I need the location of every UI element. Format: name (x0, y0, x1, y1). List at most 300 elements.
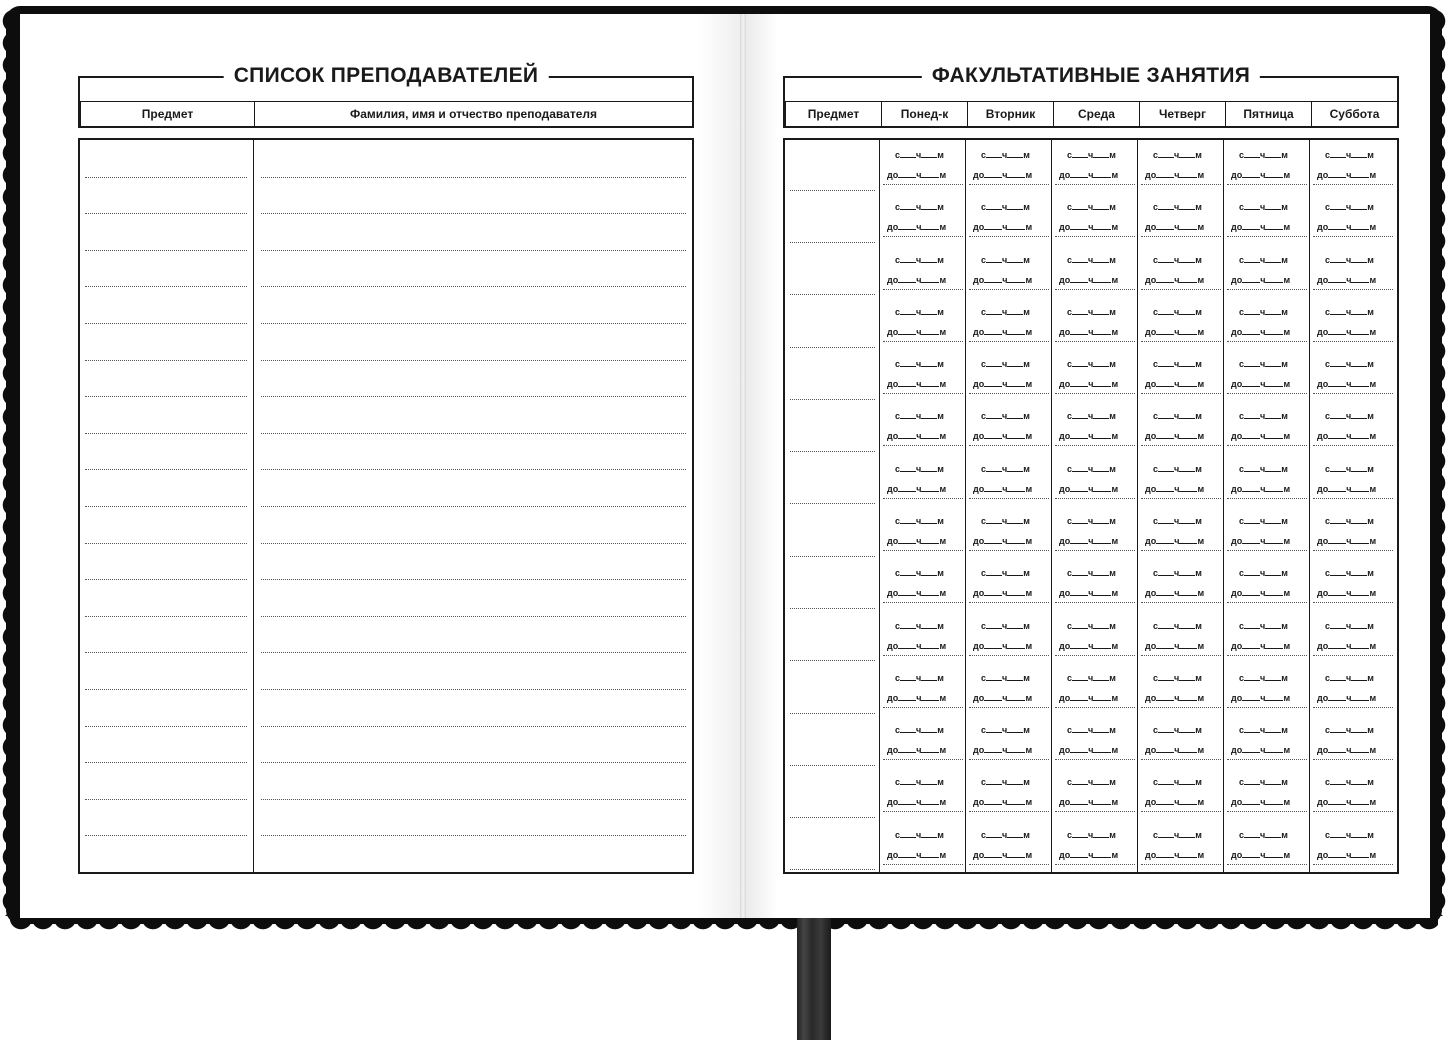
time-slot-underline (883, 184, 963, 185)
time-slot-underline (1141, 811, 1221, 812)
time-slot-to[interactable]: до ч м (1059, 850, 1119, 860)
time-slot-from[interactable]: с ч м (1325, 568, 1374, 578)
time-slot-underline (1141, 759, 1221, 760)
time-slot-to[interactable]: до ч м (973, 745, 1033, 755)
day-column-divider (1051, 140, 1052, 872)
time-slot-underline (969, 236, 1049, 237)
time-slot-to[interactable]: до ч м (887, 850, 947, 860)
column-header-subject: Предмет (785, 102, 881, 126)
time-slot-underline (1227, 550, 1307, 551)
time-slot-to[interactable]: до ч м (1231, 222, 1291, 232)
time-slot-to[interactable]: до ч м (1059, 170, 1119, 180)
time-slot-from[interactable]: с ч м (981, 255, 1030, 265)
time-slot-underline (1141, 341, 1221, 342)
column-header-day: Вторник (967, 102, 1053, 126)
subject-entry-line[interactable] (85, 323, 247, 324)
time-slot-from[interactable]: с ч м (1067, 725, 1116, 735)
time-slot-to[interactable]: до ч м (1317, 536, 1377, 546)
subject-entry-line[interactable] (790, 660, 875, 661)
time-slot-from[interactable]: с ч м (981, 464, 1030, 474)
time-slot-from[interactable]: с ч м (895, 307, 944, 317)
time-slot-from[interactable]: с ч м (1067, 777, 1116, 787)
time-slot-to[interactable]: до ч м (973, 797, 1033, 807)
time-slot-underline (883, 550, 963, 551)
time-slot-to[interactable]: до ч м (1231, 850, 1291, 860)
time-slot-underline (969, 393, 1049, 394)
teacher-name-entry-line[interactable] (261, 616, 686, 617)
time-slot-from[interactable]: с ч м (1067, 830, 1116, 840)
time-slot-to[interactable]: до ч м (973, 536, 1033, 546)
time-slot-underline (969, 707, 1049, 708)
time-slot-from[interactable]: с ч м (1239, 359, 1288, 369)
teacher-name-entry-line[interactable] (261, 543, 686, 544)
time-slot-from[interactable]: с ч м (895, 202, 944, 212)
time-slot-from[interactable]: с ч м (981, 411, 1030, 421)
time-slot-underline (1141, 184, 1221, 185)
time-slot-underline (1227, 289, 1307, 290)
electives-schedule-table[interactable] (783, 138, 1399, 874)
time-slot-to[interactable]: до ч м (1059, 588, 1119, 598)
time-slot-to[interactable]: до ч м (887, 275, 947, 285)
subject-entry-line[interactable] (790, 242, 875, 243)
time-slot-to[interactable]: до ч м (973, 275, 1033, 285)
time-slot-to[interactable]: до ч м (973, 327, 1033, 337)
time-slot-from[interactable]: с ч м (895, 673, 944, 683)
time-slot-to[interactable]: до ч м (1145, 641, 1205, 651)
time-slot-from[interactable]: с ч м (1325, 150, 1374, 160)
teacher-name-entry-line[interactable] (261, 652, 686, 653)
time-slot-underline (1141, 445, 1221, 446)
time-slot-from[interactable]: с ч м (1153, 777, 1202, 787)
time-slot-from[interactable]: с ч м (1067, 307, 1116, 317)
time-slot-to[interactable]: до ч м (887, 431, 947, 441)
teacher-name-entry-line[interactable] (261, 799, 686, 800)
time-slot-to[interactable]: до ч м (1317, 484, 1377, 494)
teacher-name-entry-line[interactable] (261, 689, 686, 690)
teacher-name-entry-line[interactable] (261, 286, 686, 287)
time-slot-underline (1055, 184, 1135, 185)
teacher-list-table[interactable] (78, 138, 694, 874)
time-slot-from[interactable]: с ч м (981, 777, 1030, 787)
subject-entry-line[interactable] (790, 765, 875, 766)
time-slot-underline (883, 811, 963, 812)
time-slot-from[interactable]: с ч м (1239, 464, 1288, 474)
teacher-name-entry-line[interactable] (261, 726, 686, 727)
time-slot-from[interactable]: с ч м (1325, 255, 1374, 265)
time-slot-from[interactable]: с ч м (1239, 725, 1288, 735)
time-slot-from[interactable]: с ч м (1239, 673, 1288, 683)
teacher-name-entry-line[interactable] (261, 469, 686, 470)
time-slot-underline (1227, 811, 1307, 812)
time-slot-to[interactable]: до ч м (1145, 745, 1205, 755)
time-slot-from[interactable]: с ч м (1153, 150, 1202, 160)
time-slot-to[interactable]: до ч м (1317, 797, 1377, 807)
time-slot-underline (883, 445, 963, 446)
teacher-name-entry-line[interactable] (261, 396, 686, 397)
time-slot-to[interactable]: до ч м (1317, 170, 1377, 180)
time-slot-from[interactable]: с ч м (981, 202, 1030, 212)
time-slot-underline (1055, 445, 1135, 446)
time-slot-from[interactable]: с ч м (1153, 568, 1202, 578)
teacher-name-entry-line[interactable] (261, 579, 686, 580)
time-slot-from[interactable]: с ч м (1239, 255, 1288, 265)
time-slot-from[interactable]: с ч м (1067, 568, 1116, 578)
time-slot-to[interactable]: до ч м (1145, 484, 1205, 494)
time-slot-to[interactable]: до ч м (1145, 275, 1205, 285)
teacher-name-entry-line[interactable] (261, 213, 686, 214)
subject-entry-line[interactable] (790, 556, 875, 557)
subject-entry-line[interactable] (790, 347, 875, 348)
time-slot-from[interactable]: с ч м (1239, 777, 1288, 787)
time-slot-to[interactable]: до ч м (973, 222, 1033, 232)
time-slot-underline (1055, 602, 1135, 603)
time-slot-to[interactable]: до ч м (1059, 745, 1119, 755)
time-slot-from[interactable]: с ч м (1325, 411, 1374, 421)
time-slot-underline (883, 707, 963, 708)
time-slot-underline (1313, 759, 1393, 760)
time-slot-from[interactable]: с ч м (1153, 255, 1202, 265)
time-slot-from[interactable]: с ч м (1239, 621, 1288, 631)
time-slot-from[interactable]: с ч м (981, 725, 1030, 735)
time-slot-to[interactable]: до ч м (1145, 850, 1205, 860)
time-slot-from[interactable]: с ч м (1067, 255, 1116, 265)
subject-entry-line[interactable] (790, 294, 875, 295)
subject-entry-line[interactable] (790, 399, 875, 400)
time-slot-underline (1055, 707, 1135, 708)
time-slot-to[interactable]: до ч м (1145, 693, 1205, 703)
time-slot-to[interactable]: до ч м (1231, 275, 1291, 285)
time-slot-to[interactable]: до ч м (973, 588, 1033, 598)
time-slot-to[interactable]: до ч м (973, 379, 1033, 389)
time-slot-underline (1227, 759, 1307, 760)
time-slot-from[interactable]: с ч м (981, 359, 1030, 369)
time-slot-to[interactable]: до ч м (887, 484, 947, 494)
time-slot-to[interactable]: до ч м (1059, 797, 1119, 807)
time-slot-from[interactable]: с ч м (1239, 202, 1288, 212)
time-slot-to[interactable]: до ч м (1059, 641, 1119, 651)
subject-entry-line[interactable] (85, 469, 247, 470)
subject-entry-line[interactable] (85, 286, 247, 287)
time-slot-from[interactable]: с ч м (895, 516, 944, 526)
time-slot-from[interactable]: с ч м (1239, 307, 1288, 317)
teacher-name-entry-line[interactable] (261, 177, 686, 178)
subject-entry-line[interactable] (85, 835, 247, 836)
time-slot-underline (1141, 602, 1221, 603)
time-slot-underline (1055, 236, 1135, 237)
time-slot-from[interactable]: с ч м (981, 830, 1030, 840)
time-slot-to[interactable]: до ч м (1145, 222, 1205, 232)
time-slot-underline (1141, 236, 1221, 237)
time-slot-from[interactable]: с ч м (981, 621, 1030, 631)
subject-entry-line[interactable] (85, 360, 247, 361)
subject-entry-line[interactable] (85, 799, 247, 800)
time-slot-underline (1313, 811, 1393, 812)
time-slot-to[interactable]: до ч м (1059, 484, 1119, 494)
time-slot-to[interactable]: до ч м (1145, 170, 1205, 180)
time-slot-underline (1055, 550, 1135, 551)
time-slot-from[interactable]: с ч м (1067, 516, 1116, 526)
subject-entry-line[interactable] (85, 579, 247, 580)
time-slot-from[interactable]: с ч м (1239, 568, 1288, 578)
bookmark-ribbon[interactable] (797, 916, 831, 1040)
subject-entry-line[interactable] (790, 817, 875, 818)
time-slot-from[interactable]: с ч м (895, 830, 944, 840)
time-slot-to[interactable]: до ч м (887, 745, 947, 755)
time-slot-to[interactable]: до ч м (887, 588, 947, 598)
subject-entry-line[interactable] (85, 177, 247, 178)
time-slot-underline (1313, 602, 1393, 603)
time-slot-to[interactable]: до ч м (1231, 641, 1291, 651)
time-slot-from[interactable]: с ч м (1153, 725, 1202, 735)
time-slot-from[interactable]: с ч м (1239, 411, 1288, 421)
time-slot-to[interactable]: до ч м (1145, 797, 1205, 807)
time-slot-to[interactable]: до ч м (1317, 431, 1377, 441)
time-slot-from[interactable]: с ч м (1239, 830, 1288, 840)
day-column-divider (879, 140, 880, 872)
time-slot-to[interactable]: до ч м (887, 379, 947, 389)
day-column-divider (1137, 140, 1138, 872)
time-slot-from[interactable]: с ч м (1325, 359, 1374, 369)
time-slot-from[interactable]: с ч м (1325, 464, 1374, 474)
subject-entry-line[interactable] (790, 503, 875, 504)
time-slot-underline (1227, 602, 1307, 603)
time-slot-to[interactable]: до ч м (1059, 536, 1119, 546)
time-slot-to[interactable]: до ч м (887, 693, 947, 703)
time-slot-from[interactable]: с ч м (1067, 673, 1116, 683)
time-slot-to[interactable]: до ч м (1059, 275, 1119, 285)
time-slot-from[interactable]: с ч м (1325, 725, 1374, 735)
time-slot-to[interactable]: до ч м (973, 484, 1033, 494)
time-slot-underline (969, 184, 1049, 185)
time-slot-to[interactable]: до ч м (1145, 327, 1205, 337)
time-slot-underline (1141, 393, 1221, 394)
time-slot-to[interactable]: до ч м (1317, 379, 1377, 389)
cover-scalloped-edge-left (0, 10, 14, 916)
subject-entry-line[interactable] (85, 652, 247, 653)
time-slot-underline (1313, 184, 1393, 185)
time-slot-underline (883, 655, 963, 656)
subject-entry-line[interactable] (85, 726, 247, 727)
subject-entry-line[interactable] (85, 250, 247, 251)
time-slot-from[interactable]: с ч м (1067, 621, 1116, 631)
subject-entry-line[interactable] (790, 608, 875, 609)
time-slot-to[interactable]: до ч м (1317, 275, 1377, 285)
time-slot-underline (1055, 864, 1135, 865)
subject-entry-line[interactable] (85, 433, 247, 434)
time-slot-to[interactable]: до ч м (1317, 693, 1377, 703)
column-header-day: Пятница (1225, 102, 1311, 126)
teacher-name-entry-line[interactable] (261, 506, 686, 507)
time-slot-to[interactable]: до ч м (1059, 431, 1119, 441)
time-slot-to[interactable]: до ч м (1231, 536, 1291, 546)
time-slot-from[interactable]: с ч м (1067, 359, 1116, 369)
subject-entry-line[interactable] (790, 190, 875, 191)
time-slot-underline (1141, 289, 1221, 290)
time-slot-from[interactable]: с ч м (1153, 464, 1202, 474)
subject-entry-line[interactable] (790, 713, 875, 714)
time-slot-from[interactable]: с ч м (1067, 150, 1116, 160)
time-slot-underline (1055, 341, 1135, 342)
time-slot-from[interactable]: с ч м (895, 777, 944, 787)
time-slot-underline (883, 236, 963, 237)
time-slot-to[interactable]: до ч м (973, 693, 1033, 703)
time-slot-to[interactable]: до ч м (887, 536, 947, 546)
teacher-name-entry-line[interactable] (261, 762, 686, 763)
time-slot-to[interactable]: до ч м (1059, 327, 1119, 337)
time-slot-from[interactable]: с ч м (1325, 516, 1374, 526)
teacher-name-entry-line[interactable] (261, 360, 686, 361)
time-slot-underline (883, 759, 963, 760)
cover-scalloped-edge-right (1434, 10, 1448, 916)
time-slot-to[interactable]: до ч м (1231, 797, 1291, 807)
time-slot-underline (969, 759, 1049, 760)
time-slot-to[interactable]: до ч м (1231, 327, 1291, 337)
time-slot-from[interactable]: с ч м (895, 150, 944, 160)
time-slot-to[interactable]: до ч м (973, 170, 1033, 180)
column-header-day: Понед-к (881, 102, 967, 126)
time-slot-to[interactable]: до ч м (1317, 850, 1377, 860)
time-slot-to[interactable]: до ч м (1231, 588, 1291, 598)
left-header (78, 77, 694, 128)
time-slot-from[interactable]: с ч м (1153, 202, 1202, 212)
time-slot-underline (883, 341, 963, 342)
time-slot-from[interactable]: с ч м (895, 255, 944, 265)
time-slot-to[interactable]: до ч м (973, 431, 1033, 441)
teacher-name-entry-line[interactable] (261, 835, 686, 836)
time-slot-from[interactable]: с ч м (981, 307, 1030, 317)
time-slot-to[interactable]: до ч м (1145, 431, 1205, 441)
time-slot-to[interactable]: до ч м (1317, 745, 1377, 755)
time-slot-to[interactable]: до ч м (1317, 327, 1377, 337)
time-slot-from[interactable]: с ч м (981, 568, 1030, 578)
time-slot-to[interactable]: до ч м (1317, 641, 1377, 651)
time-slot-to[interactable]: до ч м (1231, 379, 1291, 389)
time-slot-from[interactable]: с ч м (1067, 411, 1116, 421)
day-column-divider (1223, 140, 1224, 872)
time-slot-to[interactable]: до ч м (1145, 379, 1205, 389)
time-slot-to[interactable]: до ч м (973, 641, 1033, 651)
time-slot-underline (1313, 289, 1393, 290)
subject-entry-line[interactable] (85, 616, 247, 617)
time-slot-from[interactable]: с ч м (1153, 673, 1202, 683)
time-slot-underline (1313, 864, 1393, 865)
teacher-name-entry-line[interactable] (261, 250, 686, 251)
time-slot-underline (1141, 550, 1221, 551)
time-slot-from[interactable]: с ч м (895, 725, 944, 735)
time-slot-from[interactable]: с ч м (1325, 307, 1374, 317)
time-slot-underline (1055, 759, 1135, 760)
time-slot-from[interactable]: с ч м (1239, 150, 1288, 160)
subject-entry-line[interactable] (85, 506, 247, 507)
time-slot-underline (1227, 341, 1307, 342)
teacher-name-entry-line[interactable] (261, 323, 686, 324)
time-slot-underline (1313, 498, 1393, 499)
column-header-day: Среда (1053, 102, 1139, 126)
teacher-name-entry-line[interactable] (261, 433, 686, 434)
time-slot-from[interactable]: с ч м (1067, 464, 1116, 474)
time-slot-underline (969, 289, 1049, 290)
time-slot-from[interactable]: с ч м (1325, 202, 1374, 212)
time-slot-to[interactable]: до ч м (1145, 536, 1205, 546)
time-slot-underline (1227, 655, 1307, 656)
time-slot-from[interactable]: с ч м (1325, 673, 1374, 683)
time-slot-to[interactable]: до ч м (1231, 693, 1291, 703)
time-slot-from[interactable]: с ч м (1153, 307, 1202, 317)
time-slot-underline (969, 550, 1049, 551)
time-slot-to[interactable]: до ч м (1231, 431, 1291, 441)
time-slot-from[interactable]: с ч м (1153, 411, 1202, 421)
subject-entry-line[interactable] (85, 396, 247, 397)
time-slot-from[interactable]: с ч м (1325, 621, 1374, 631)
time-slot-from[interactable]: с ч м (1153, 359, 1202, 369)
time-slot-from[interactable]: с ч м (895, 621, 944, 631)
time-slot-from[interactable]: с ч м (1067, 202, 1116, 212)
subject-entry-line[interactable] (85, 762, 247, 763)
time-slot-from[interactable]: с ч м (895, 411, 944, 421)
time-slot-to[interactable]: до ч м (1059, 379, 1119, 389)
time-slot-from[interactable]: с ч м (1325, 830, 1374, 840)
time-slot-to[interactable]: до ч м (1059, 693, 1119, 703)
time-slot-underline (1141, 864, 1221, 865)
time-slot-to[interactable]: до ч м (1145, 588, 1205, 598)
time-slot-underline (883, 864, 963, 865)
time-slot-underline (883, 602, 963, 603)
time-slot-underline (883, 498, 963, 499)
time-slot-from[interactable]: с ч м (981, 150, 1030, 160)
time-slot-underline (1313, 341, 1393, 342)
subject-entry-line[interactable] (85, 543, 247, 544)
time-slot-to[interactable]: до ч м (887, 327, 947, 337)
time-slot-from[interactable]: с ч м (895, 359, 944, 369)
time-slot-underline (883, 393, 963, 394)
time-slot-underline (1141, 498, 1221, 499)
time-slot-from[interactable]: с ч м (895, 464, 944, 474)
time-slot-from[interactable]: с ч м (981, 516, 1030, 526)
time-slot-from[interactable]: с ч м (1153, 621, 1202, 631)
time-slot-to[interactable]: до ч м (887, 170, 947, 180)
subject-entry-line[interactable] (85, 689, 247, 690)
time-slot-underline (1313, 236, 1393, 237)
time-slot-to[interactable]: до ч м (1231, 745, 1291, 755)
time-slot-underline (1313, 393, 1393, 394)
time-slot-to[interactable]: до ч м (973, 850, 1033, 860)
time-slot-underline (1227, 393, 1307, 394)
time-slot-from[interactable]: с ч м (1153, 516, 1202, 526)
time-slot-to[interactable]: до ч м (1231, 170, 1291, 180)
subject-entry-line[interactable] (790, 451, 875, 452)
time-slot-underline (1313, 445, 1393, 446)
time-slot-from[interactable]: с ч м (1153, 830, 1202, 840)
time-slot-to[interactable]: до ч м (1317, 588, 1377, 598)
time-slot-underline (969, 445, 1049, 446)
time-slot-to[interactable]: до ч м (887, 641, 947, 651)
time-slot-from[interactable]: с ч м (1239, 516, 1288, 526)
cover-scalloped-edge-bottom (10, 918, 1438, 930)
time-slot-underline (969, 341, 1049, 342)
subject-entry-line[interactable] (790, 869, 875, 870)
time-slot-to[interactable]: до ч м (1317, 222, 1377, 232)
time-slot-to[interactable]: до ч м (887, 222, 947, 232)
time-slot-from[interactable]: с ч м (1325, 777, 1374, 787)
time-slot-to[interactable]: до ч м (1231, 484, 1291, 494)
time-slot-from[interactable]: с ч м (895, 568, 944, 578)
time-slot-from[interactable]: с ч м (981, 673, 1030, 683)
time-slot-to[interactable]: до ч м (1059, 222, 1119, 232)
time-slot-underline (1055, 811, 1135, 812)
subject-entry-line[interactable] (85, 213, 247, 214)
time-slot-underline (969, 655, 1049, 656)
time-slot-to[interactable]: до ч м (887, 797, 947, 807)
